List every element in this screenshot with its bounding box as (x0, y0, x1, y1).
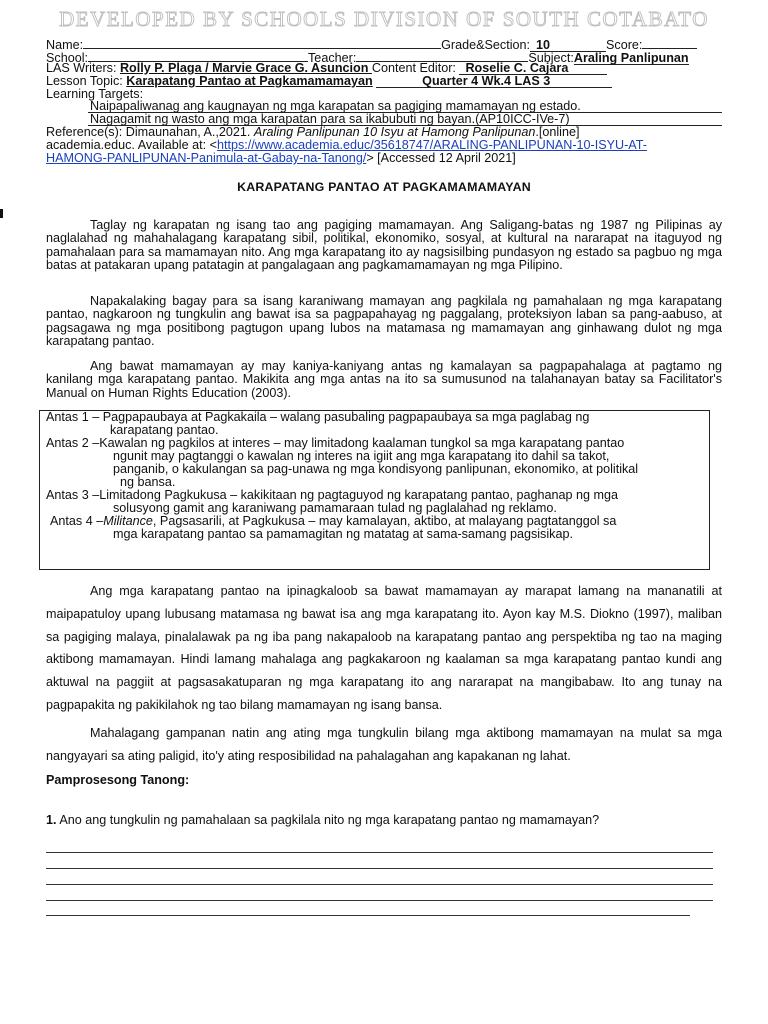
paragraph-2-text: Napakalaking bagay para sa isang karaniwang mamayan ang pagkilala ng pamahalaan ng mga karapatang pantao, nagkaroon ng tungkulin ang bawat isa sa pagpapahayag ng paggalang, proteksiyon laban sa pang-aabuso, at pagsagawa ng mga positibong pagtugon upang lubos na matamasa ng mamamayan ang ginhawang dulot ng mga karapatang pantao. (46, 294, 722, 349)
teacher-label: Teacher: (308, 51, 357, 65)
answer-line-5[interactable] (46, 915, 690, 916)
answer-line-3[interactable] (46, 884, 713, 885)
antas-2-cont-1: ngunit may pagtanggi o kawalan ng interes na igiit ang mga karapatang ito dahil sa takot, (113, 449, 610, 463)
antas-2: Antas 2 –Kawalan ng pagkilos at interes – may limitadong kaalaman tungkol sa mga karapatang pantao (46, 436, 625, 450)
ref-suffix: .[online] (535, 125, 580, 139)
target-1: Naipapaliwanag ang kaugnayan ng mga karapatan sa pagiging mamamayan ng estado. (90, 99, 581, 113)
paragraph-3 (46, 360, 722, 400)
antas-4-rest: , Pagsasarili, at Pagkukusa – may kamalayan, aktibo, at malayang pagtatanggol sa (152, 514, 617, 528)
ref-title: Araling Panlipunan 10 Isyu at Hamong Panlipunan (253, 125, 536, 139)
paragraph-1-text: Taglay ng karapatan ng isang tao ang pagiging mamamayan. Ang Saligang-batas ng 1987 ng Pilipinas ay naglalahad ng mahahalagang karapatang sibil, politikal, ekonomiko, sosyal, at kultural na nararapat na itaguyod ng pamahalaan para sa mamamayan nito. Ang mga karapatang ito ay nagsisilbing pundasyon ng estado sa pagbuo ng mga batas at patakaran upang patatagin at pangalagaan ang pagkamamamayan ng mga Pilipino. (46, 218, 722, 273)
writers-label: LAS Writers: (46, 61, 117, 75)
subject-value: Araling Panlipunan (573, 51, 689, 65)
paragraph-3-text: Ang bawat mamamayan ay may kaniya-kaniyang antas ng kamalayan sa pagpapahalaga at pagtamo ng kanilang mga karapatang pantao. Makikita ang mga antas na ito sa sumusunod na talahanayan batay sa Facilitator's Manual on Human Rights Education (2003). (46, 359, 722, 400)
reference-link-continued[interactable]: HAMONG-PANLIPUNAN-Panimula-at-Gabay-na-Tanong/ (46, 151, 367, 165)
quarter-value: Quarter 4 Wk.4 LAS 3 (422, 74, 551, 88)
paragraph-5-text: Mahalagang gampanan natin ang ating mga tungkulin bilang mga aktibong mamamayan na mulat sa mga nangyayari sa ating paligid, ito'y ating resposibilidad na pahalagahan ang kapakanan ng lahat. (46, 726, 722, 763)
ref-prefix: Reference(s): Dimaunahan, A.,2021. (46, 125, 254, 139)
paragraph-2 (46, 295, 722, 349)
paragraph-4-text: Ang mga karapatang pantao na ipinagkaloob sa bawat mamamayan ay marapat lamang na mananatili at maipapatuloy upang lubusang matamasa ng bawat isa ang mga karapatang ito. Ayon kay M.S. Diokno (1997), maliban sa pagiging malaya, pinalalawak pa ng iba pang nakapaloob na karapatang pantao ang perspektiba ng tao na maging aktibong mamamayan. Hindi lamang mahalaga ang pagkakaroon ng kaalaman sa mga karapatang pantao kundi ang aktuwal na paggiit at pagsasakatuparan ng mga karapatang ito ang nararapat na mangibabaw. Ito ang tunay na pagpapakita ng pakikilahok ng tao bilang mamamayan ng isang bansa. (46, 584, 722, 712)
answer-line-4[interactable] (46, 900, 713, 901)
topic-label: Lesson Topic: (46, 74, 123, 88)
topic-value: Karapatang Pantao at Pagkamamamayan (126, 74, 373, 88)
editor-value: Roselie C. Cajara (465, 61, 569, 75)
antas-3: Antas 3 –Limitadong Pagkukusa – kakikitaan ng pagtaguyod ng karapatang pantao, paghanap ng mga (46, 488, 619, 502)
editor-label: Content Editor: (371, 61, 456, 75)
antas-3-cont: solusyong gamit ang karaniwang pamamaraan tulad ng paglalahad ng reklamo. (113, 501, 557, 515)
ref-line2-prefix: academia.educ. Available at: < (46, 138, 217, 152)
antas-1-cont: karapatang pantao. (110, 423, 219, 437)
questions-heading: Pamprosesong Tanong: (46, 773, 190, 787)
reference-line-3 (46, 152, 516, 165)
name-label: Name: (46, 38, 84, 52)
paragraph-4 (46, 580, 722, 717)
target-2: Nagagamit ng wasto ang mga karapatan para sa ikabubuti ng bayan.(AP10ICC-IVe-7) (90, 112, 570, 126)
writers-value: Rolly P. Plaga / Marvie Grace G. Asuncion (119, 61, 369, 75)
question-1-number: 1. (46, 813, 57, 827)
paragraph-5 (46, 722, 722, 768)
answer-line-2[interactable] (46, 868, 713, 869)
targets-label: Learning Targets: (46, 87, 144, 101)
question-1-text: Ano ang tungkulin ng pamahalaan sa pagkilala nito ng mga karapatang pantao ng mamamayan? (56, 813, 600, 827)
antas-2-cont-3: ng bansa. (120, 475, 176, 489)
ref-accessed: > [Accessed 12 April 2021] (366, 151, 516, 165)
paragraph-1 (46, 219, 722, 273)
antas-4-cont: mga karapatang pantao sa pamamagitan ng matatag at sama-samang pagsisikap. (113, 527, 573, 541)
antas-4-italic: Militance (103, 514, 153, 528)
score-field[interactable] (642, 36, 697, 49)
lesson-title: KARAPATANG PANTAO AT PAGKAMAMAMAYAN (237, 180, 531, 194)
score-label: Score: (606, 38, 643, 52)
antas-2-cont-2: panganib, o kakulangan sa pag-unawa ng mga kondisyong panlipunan, ekonomiko, at politikal (113, 462, 639, 476)
reference-link[interactable]: https://www.academia.educ/35618747/ARALING-PANLIPUNAN-10-ISYU-AT- (216, 138, 647, 152)
margin-mark (0, 209, 3, 218)
grade-value: 10 (536, 38, 551, 52)
subject-label: Subject: (528, 51, 574, 65)
grade-label: Grade&Section: (441, 38, 531, 52)
name-field[interactable] (83, 36, 441, 49)
antas-1: Antas 1 – Pagpapaubaya at Pagkakaila – walang pasubaling pagpapaubaya sa mga paglabag ng (46, 410, 590, 424)
question-1 (46, 813, 599, 827)
antas-4-prefix: Antas 4 – (50, 514, 104, 528)
watermark: DEVELOPED BY SCHOOLS DIVISION OF SOUTH COTABATO (59, 7, 709, 31)
school-label: School: (46, 51, 89, 65)
answer-line-1[interactable] (46, 852, 713, 853)
